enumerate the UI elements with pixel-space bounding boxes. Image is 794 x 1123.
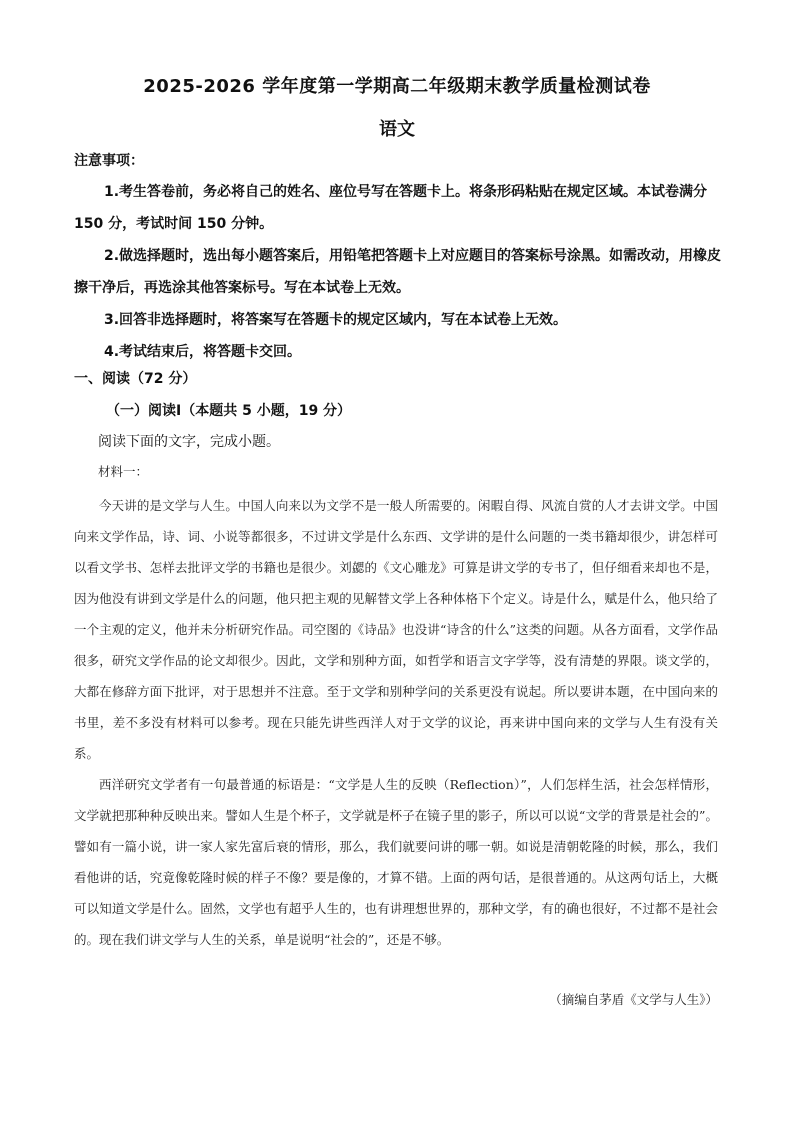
exam-title: 2025-2026 学年度第一学期高二年级期末教学质量检测试卷: [143, 76, 651, 97]
notice-item: 2.做选择题时，选出每小题答案后，用铅笔把答题卡上对应题目的答案标号涂黑。如需改动，用橡皮擦干净后，再选涂其他答案标号。写在本试卷上无效。: [74, 248, 722, 296]
subject-title: 语文: [379, 119, 415, 140]
notice-list: [74, 176, 724, 368]
reading-instruction: 阅读下面的文字，完成小题。: [98, 434, 280, 450]
notice-heading: 注意事项：: [74, 153, 144, 169]
passage-source: （摘编自茅盾《文学与人生》）: [549, 992, 718, 1007]
section-heading: 一、阅读（72 分）: [74, 371, 197, 387]
notice-item: 4.考试结束后，将答题卡交回。: [104, 344, 302, 360]
passage-paragraph: 今天讲的是文学与人生。中国人向来以为文学不是一般人所需要的。闲暇自得、风流自赏的人才去讲文学。中国向来文学作品，诗、词、小说等都很多，不过讲文学是什么东西、文学讲的是什么问题的一类书籍却很少，讲怎样可以看文学书、怎样去批评文学的书籍也是很少。刘勰的《文心雕龙》可算是讲文学的专书了，但仔细看来却也不是，因为他没有讲到文学是什么的问题，他只把主观的见解替文学上各种体格下个定义。诗是什么，赋是什么，他只给了一个主观的定义，他并未分析研究作品。司空图的《诗品》也没讲“诗含的什么”这类的问题。从各方面看，文学作品很多，研究文学作品的论文却很少。因此，文学和别种方面，如哲学和语言文字学等，没有清楚的界限。谈文学的，大都在修辞方面下批评，对于思想并不注意。至于文学和别种学问的关系更没有说起。所以要讲本题，在中国向来的书里，差不多没有材料可以参考。现在只能先讲些西洋人对于文学的议论，再来讲中国向来的文学与人生有没有关系。: [74, 498, 718, 761]
subsection-heading: （一）阅读Ⅰ（本题共 5 小题，19 分）: [106, 403, 352, 419]
reading-passage: [74, 490, 718, 955]
material-label: 材料一：: [98, 464, 149, 479]
passage-paragraph: 西洋研究文学者有一句最普通的标语是：“文学是人生的反映（Reflection）”，人们怎样生活，社会怎样情形，文学就把那种种反映出来。譬如人生是个杯子，文学就是杯子在镜子里的影子，所以可以说“文学的背景是社会的”。譬如有一篇小说，讲一家人家先富后衰的情形，那么，我们就要问讲的哪一朝。如说是清朝乾隆的时候，那么，我们看他讲的话，究竟像乾隆时候的样子不像？要是像的，才算不错。上面的两句话，是很普通的。从这两句话上，大概可以知道文学是什么。固然，文学也有超乎人生的，也有讲理想世界的，那种文学，有的确也很好，不过都不是社会的。现在我们讲文学与人生的关系，单是说明“社会的”，还是不够。: [74, 777, 718, 947]
notice-item: 3.回答非选择题时，将答案写在答题卡的规定区域内，写在本试卷上无效。: [104, 312, 568, 328]
notice-item: 1.考生答卷前，务必将自己的姓名、座位号写在答题卡上。将条形码粘贴在规定区域。本试卷满分 150 分，考试时间 150 分钟。: [74, 184, 708, 232]
